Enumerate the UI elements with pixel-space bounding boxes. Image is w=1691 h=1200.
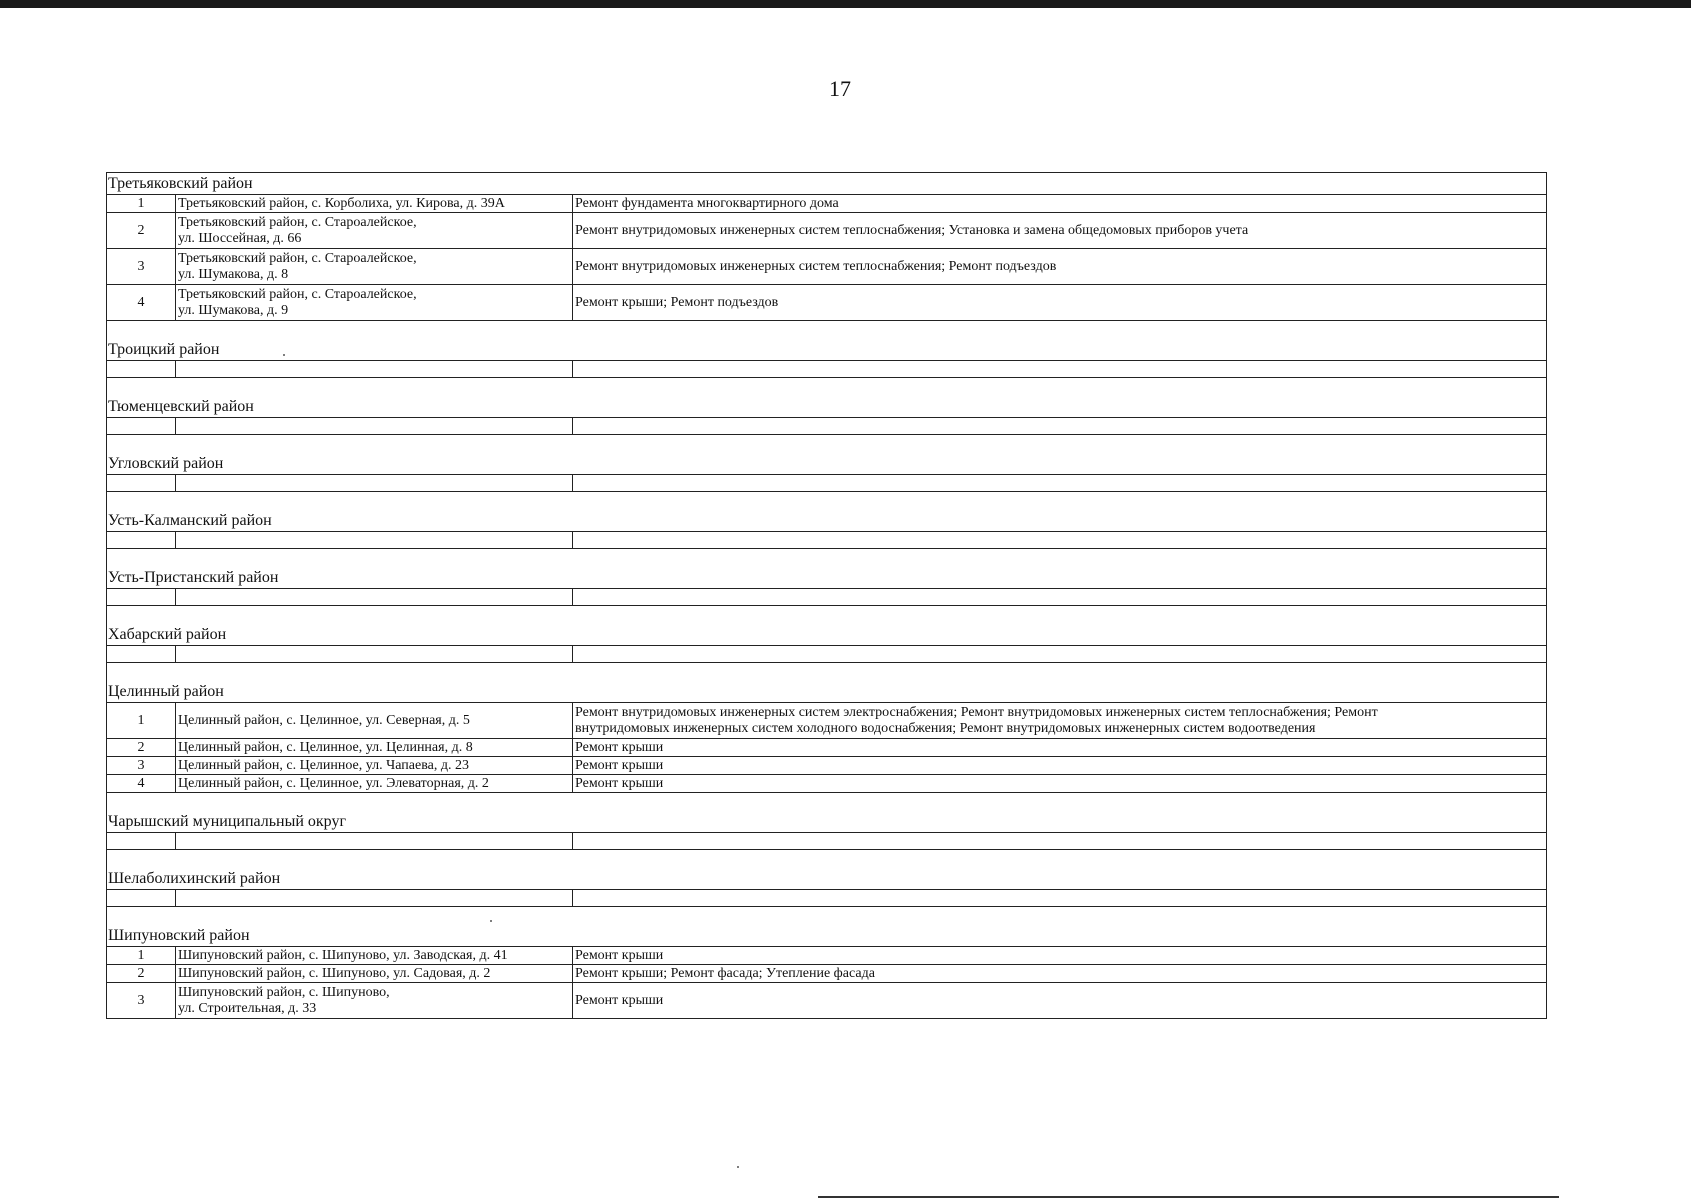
table-row <box>107 983 1547 1019</box>
district-name: Усть-Пристанский район <box>107 549 1547 589</box>
row-number: 1 <box>107 947 176 965</box>
district-name: Троицкий район <box>107 321 1547 361</box>
district-name: Чарышский муниципальный округ <box>107 793 1547 833</box>
address-cell <box>176 775 573 793</box>
work-cell <box>573 703 1547 739</box>
empty-row <box>107 589 1547 606</box>
work-line: внутридомовых инженерных систем холодного водоснабжения; Ремонт внутридомовых инженерных систем водоотведения <box>575 720 1316 736</box>
row-number: 4 <box>107 285 176 321</box>
district-name: Шелаболихинский район <box>107 850 1547 890</box>
work-line: Ремонт внутридомовых инженерных систем теплоснабжения; Установка и замена общедомовых приборов учета <box>575 222 1249 238</box>
table-row <box>107 965 1547 983</box>
address-line: Целинный район, с. Целинное, ул. Элеваторная, д. 2 <box>178 775 489 791</box>
table-row <box>107 775 1547 793</box>
work-cell <box>573 983 1547 1019</box>
empty-cell <box>573 418 1547 435</box>
address-cell <box>176 965 573 983</box>
repair-plan-table-body <box>107 173 1547 1019</box>
address-line: Третьяковский район, с. Корболиха, ул. Кирова, д. 39А <box>178 195 505 211</box>
empty-cell <box>107 833 176 850</box>
empty-row <box>107 532 1547 549</box>
empty-row <box>107 833 1547 850</box>
empty-cell <box>573 589 1547 606</box>
address-line: ул. Шумакова, д. 8 <box>178 266 289 282</box>
district-header-row <box>107 663 1547 703</box>
empty-cell <box>176 418 573 435</box>
empty-cell <box>573 475 1547 492</box>
work-cell <box>573 775 1547 793</box>
address-line: Шипуновский район, с. Шипуново, <box>178 984 390 1000</box>
address-line: Целинный район, с. Целинное, ул. Северная, д. 5 <box>178 712 470 728</box>
address-line: Целинный район, с. Целинное, ул. Целинная, д. 8 <box>178 739 473 755</box>
work-cell <box>573 947 1547 965</box>
work-cell <box>573 213 1547 249</box>
work-line: Ремонт крыши <box>575 992 664 1008</box>
row-number: 1 <box>107 703 176 739</box>
scan-bottom-line <box>818 1196 1559 1198</box>
district-name: Третьяковский район <box>107 173 1547 195</box>
work-cell <box>573 965 1547 983</box>
district-name: Шипуновский район <box>107 907 1547 947</box>
table-row <box>107 947 1547 965</box>
table-row <box>107 757 1547 775</box>
table-row <box>107 703 1547 739</box>
row-number: 2 <box>107 965 176 983</box>
work-line: Ремонт фундамента многоквартирного дома <box>575 195 839 211</box>
address-line: Шипуновский район, с. Шипуново, ул. Заводская, д. 41 <box>178 947 508 963</box>
work-line: Ремонт внутридомовых инженерных систем электроснабжения; Ремонт внутридомовых инженерных систем теплоснабжения; Ремонт <box>575 704 1378 720</box>
address-cell <box>176 195 573 213</box>
empty-cell <box>107 418 176 435</box>
district-name: Тюменцевский район <box>107 378 1547 418</box>
page-number: 17 <box>829 76 851 101</box>
empty-cell <box>176 890 573 907</box>
address-cell <box>176 249 573 285</box>
empty-cell <box>176 532 573 549</box>
district-header-row <box>107 492 1547 532</box>
row-number: 3 <box>107 983 176 1019</box>
table-row <box>107 285 1547 321</box>
empty-cell <box>573 361 1547 378</box>
row-number: 1 <box>107 195 176 213</box>
scan-top-border <box>0 0 1691 8</box>
empty-row <box>107 418 1547 435</box>
empty-cell <box>176 589 573 606</box>
district-header-row <box>107 378 1547 418</box>
table-row <box>107 195 1547 213</box>
district-header-row <box>107 321 1547 361</box>
district-name: Угловский район <box>107 435 1547 475</box>
row-number: 2 <box>107 213 176 249</box>
empty-cell <box>107 890 176 907</box>
empty-row <box>107 890 1547 907</box>
address-line: Третьяковский район, с. Староалейское, <box>178 250 417 266</box>
empty-cell <box>573 532 1547 549</box>
work-line: Ремонт внутридомовых инженерных систем теплоснабжения; Ремонт подъездов <box>575 258 1057 274</box>
address-line: ул. Шоссейная, д. 66 <box>178 230 302 246</box>
empty-row <box>107 475 1547 492</box>
scan-speck <box>283 354 285 356</box>
district-header-row <box>107 793 1547 833</box>
address-line: Третьяковский район, с. Староалейское, <box>178 214 417 230</box>
empty-row <box>107 646 1547 663</box>
empty-cell <box>176 833 573 850</box>
table-row <box>107 739 1547 757</box>
work-cell <box>573 285 1547 321</box>
scan-speck <box>490 920 492 922</box>
empty-cell <box>176 475 573 492</box>
table-row <box>107 213 1547 249</box>
work-line: Ремонт крыши <box>575 775 664 791</box>
empty-cell <box>107 589 176 606</box>
district-header-row <box>107 549 1547 589</box>
district-header-row <box>107 907 1547 947</box>
address-line: Целинный район, с. Целинное, ул. Чапаева, д. 23 <box>178 757 469 773</box>
empty-cell <box>573 890 1547 907</box>
work-cell <box>573 739 1547 757</box>
empty-cell <box>176 646 573 663</box>
repair-plan-table <box>106 172 1547 1019</box>
address-cell <box>176 947 573 965</box>
work-cell <box>573 757 1547 775</box>
address-cell <box>176 757 573 775</box>
address-line: ул. Строительная, д. 33 <box>178 1000 317 1016</box>
empty-cell <box>573 646 1547 663</box>
empty-cell <box>107 475 176 492</box>
district-header-row <box>107 606 1547 646</box>
table-row <box>107 249 1547 285</box>
work-line: Ремонт крыши <box>575 947 664 963</box>
row-number: 3 <box>107 249 176 285</box>
address-line: ул. Шумакова, д. 9 <box>178 302 289 318</box>
district-name: Хабарский район <box>107 606 1547 646</box>
address-cell <box>176 983 573 1019</box>
empty-cell <box>107 646 176 663</box>
work-line: Ремонт крыши <box>575 757 664 773</box>
address-line: Третьяковский район, с. Староалейское, <box>178 286 417 302</box>
work-line: Ремонт крыши; Ремонт подъездов <box>575 294 779 310</box>
empty-cell <box>107 361 176 378</box>
row-number: 2 <box>107 739 176 757</box>
work-line: Ремонт крыши <box>575 739 664 755</box>
work-cell <box>573 249 1547 285</box>
address-cell <box>176 739 573 757</box>
row-number: 3 <box>107 757 176 775</box>
district-header-row <box>107 435 1547 475</box>
empty-cell <box>176 361 573 378</box>
address-cell <box>176 703 573 739</box>
work-line: Ремонт крыши; Ремонт фасада; Утепление фасада <box>575 965 875 981</box>
empty-cell <box>573 833 1547 850</box>
district-name: Целинный район <box>107 663 1547 703</box>
work-cell <box>573 195 1547 213</box>
empty-row <box>107 361 1547 378</box>
scan-speck <box>737 1166 739 1168</box>
district-header-row <box>107 173 1547 195</box>
address-cell <box>176 285 573 321</box>
address-line: Шипуновский район, с. Шипуново, ул. Садовая, д. 2 <box>178 965 491 981</box>
district-header-row <box>107 850 1547 890</box>
address-cell <box>176 213 573 249</box>
empty-cell <box>107 532 176 549</box>
district-name: Усть-Калманский район <box>107 492 1547 532</box>
row-number: 4 <box>107 775 176 793</box>
